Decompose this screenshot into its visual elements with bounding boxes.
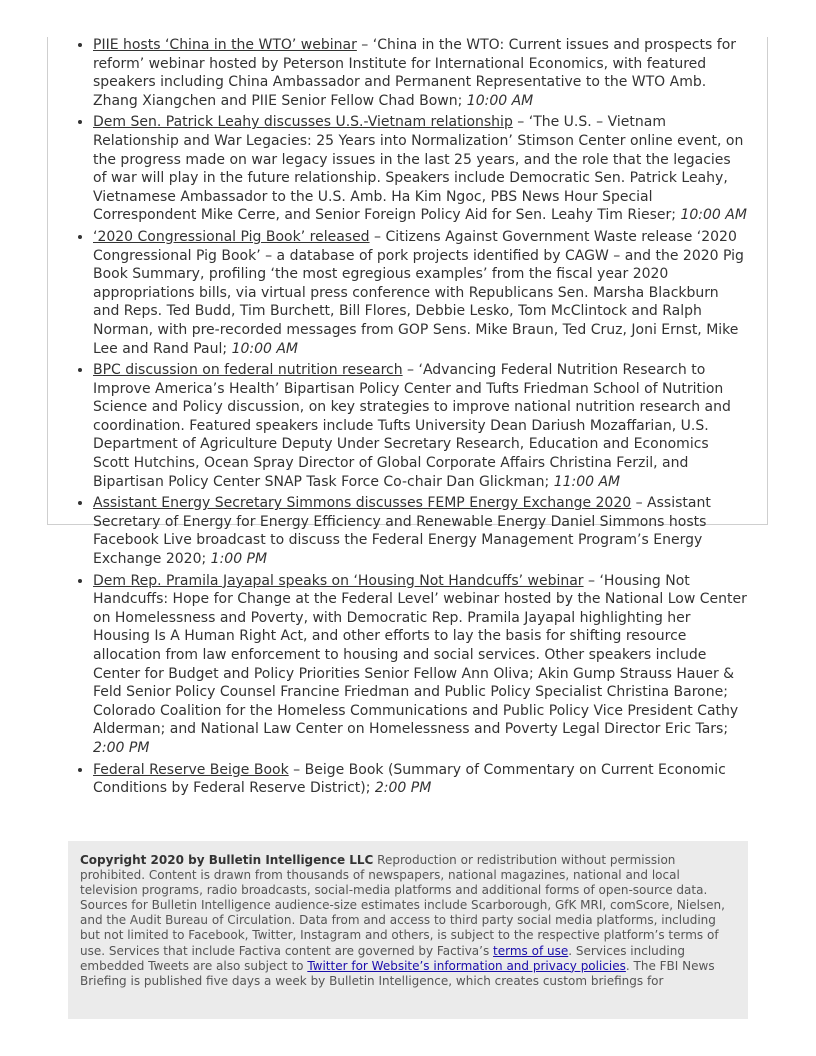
event-time: 10:00 AM [466,92,534,109]
event-time: 2:00 PM [374,780,432,797]
event-time: 10:00 AM [680,207,747,224]
list-item [93,572,747,758]
terms-of-use-link[interactable]: terms of use [493,943,569,958]
event-list [75,36,747,801]
list-item [93,228,747,358]
event-description: – Assistant Secretary of Energy for Energy Efficiency and Renewable Energy Daniel Simmons hosts Facebook Live broadcast to discuss the Federal Energy Management Program’s Energy Exchange 2020; [93,495,711,568]
twitter-policy-link[interactable]: Twitter for Website’s information and privacy policies [307,958,626,973]
event-link[interactable]: Assistant Energy Secretary Simmons discusses FEMP Energy Exchange 2020 [93,495,632,512]
event-link[interactable]: Dem Rep. Pramila Jayapal speaks on ‘Housing Not Handcuffs’ webinar [93,572,584,589]
list-item [93,361,747,491]
event-link[interactable]: Dem Sen. Patrick Leahy discusses U.S.-Vietnam relationship [93,114,513,131]
event-description: – Citizens Against Government Waste release ‘2020 Congressional Pig Book’ – a database of pork projects identified by CAGW – and the 2020 Pig Book Summary, profiling ‘the most egregious examples’ from the fiscal year 2020 appropriations bills, via virtual press conference with Republicans Sen. Marsha Blackburn and Reps. Ted Budd, Tim Burchett, Bill Flores, Debbie Lesko, Tom McClintock and Ralph Norman, with pre-recorded messages from GOP Sens. Mike Braun, Ted Cruz, Joni Ernst, Mike Lee and Rand Paul; [93,228,744,357]
event-link[interactable]: Federal Reserve Beige Book [93,761,289,778]
event-description: – ‘Housing Not Handcuffs: Hope for Change at the Federal Level’ webinar hosted by the National Low Center on Homelessness and Poverty, with Democratic Rep. Pramila Jayapal highlighting her Housing Is A Human Right Act, and other efforts to lay the basis for shifting resource allocation from law enforcement to housing and social services. Other speakers include Center for Budget and Policy Priorities Senior Fellow Ann Oliva; Akin Gump Strauss Hauer & Feld Senior Policy Counsel Francine Friedman and Public Policy Specialist Christina Barone; Colorado Coalition for the Homeless Communications and Public Policy Vice President Cathy Alderman; and National Law Center on Homelessness and Poverty Legal Director Eric Tars; [93,572,747,738]
event-link[interactable]: BPC discussion on federal nutrition research [93,362,403,379]
list-item [93,113,747,225]
event-link[interactable]: PIIE hosts ‘China in the WTO’ webinar [93,37,357,53]
event-description: – ‘Advancing Federal Nutrition Research to Improve America’s Health’ Bipartisan Policy Center and Tufts Friedman School of Nutrition Science and Policy discussion, on key strategies to improve national nutrition research and coordination. Featured speakers include Tufts University Dean Dariush Mozaffarian, U.S. Department of Agriculture Deputy Under Secretary Research, Education and Economics Scott Hutchins, Ocean Spray Director of Global Corporate Affairs Christina Ferzil, and Bipartisan Policy Center SNAP Task Force Co-chair Dan Glickman; [93,362,731,490]
list-item [93,36,747,110]
copyright-footer [68,841,748,1019]
copyright-heading: Copyright 2020 by Bulletin Intelligence LLC [80,853,374,867]
event-time: 2:00 PM [93,739,150,756]
footer-text: Reproduction or redistribution without permission prohibited. Content is drawn from thousands of newspapers, national magazines, national and local television programs, radio broadcasts, social-media platforms and additional forms of open-source data. Sources for Bulletin Intelligence audience-size estimates include Scarborough, GfK MRI, comScore, Nielsen, and the Audit Bureau of Circulation. Data from and access to third party social media platforms, including but not limited to Facebook, Twitter, Instagram and others, is subject to the respective platform’s terms of use. Services that include Factiva content are governed by Factiva’s [80,853,725,958]
event-link[interactable]: ‘2020 Congressional Pig Book’ released [93,228,370,245]
event-time: 1:00 PM [210,551,268,568]
footer-text: . Services including embedded Tweets are also subject to [80,943,685,973]
footer-text: . The FBI News Briefing is published five days a week by Bulletin Intelligence, which creates custom briefings for [80,958,715,988]
event-description: – Beige Book (Summary of Commentary on Current Economic Conditions by Federal Reserve District); [93,761,726,797]
event-description: – ‘The U.S. – Vietnam Relationship and War Legacies: 25 Years into Normalization’ Stimson Center online event, on the progress made on war legacy issues in the last 25 years, and the role that the legacies of war will play in the future relationship. Speakers include Democratic Sen. Patrick Leahy, Vietnamese Ambassador to the U.S. Amb. Ha Kim Ngoc, PBS News Hour Special Correspondent Mike Cerre, and Senior Foreign Policy Aid for Sen. Leahy Tim Rieser; [93,114,744,224]
list-item [93,761,747,798]
event-time: 11:00 AM [553,473,621,490]
event-time: 10:00 AM [231,340,299,357]
event-description: – ‘China in the WTO: Current issues and prospects for reform’ webinar hosted by Peterson Institute for International Economics, with featured speakers including China Ambassador and Permanent Representative to the WTO Amb. Zhang Xiangchen and PIIE Senior Fellow Chad Bown; [93,37,737,109]
list-item [93,494,747,568]
